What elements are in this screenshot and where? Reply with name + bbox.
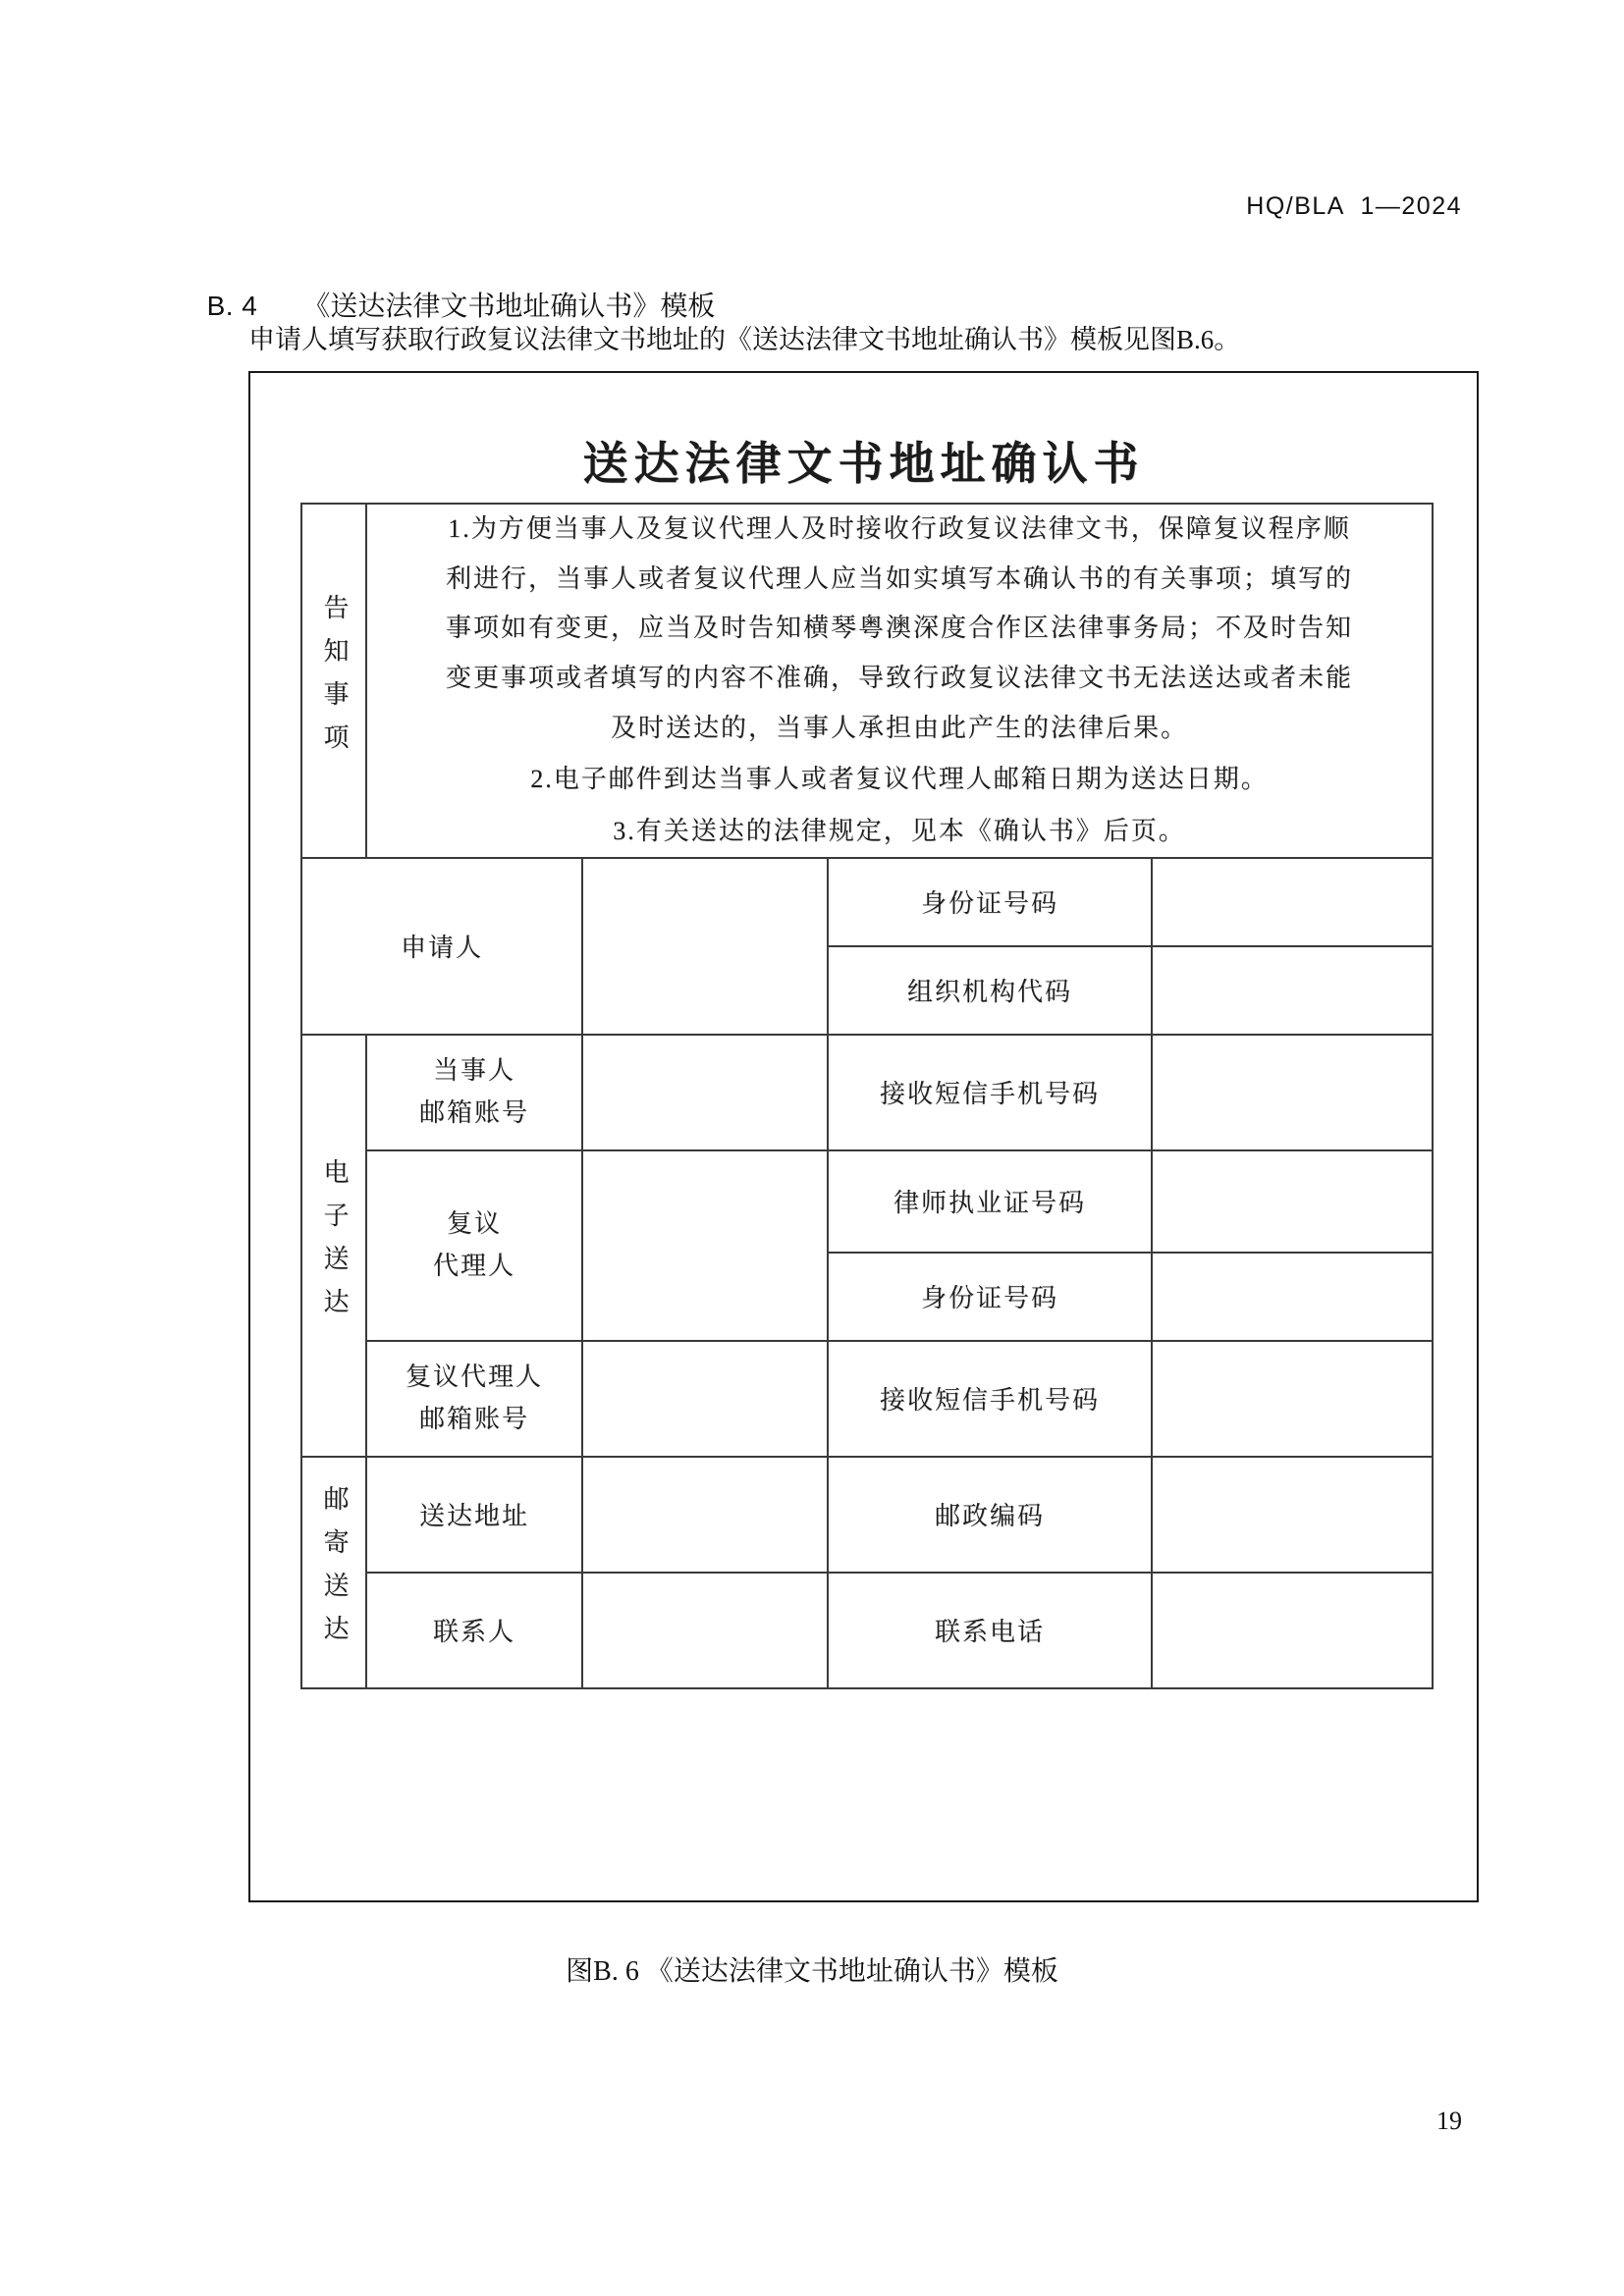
figure-caption: 图B. 6 《送达法律文书地址确认书》模板 bbox=[566, 1956, 1058, 1987]
form-title: 送达法律文书地址确认书 bbox=[582, 439, 1145, 489]
postcode-label-cell bbox=[828, 1457, 1152, 1573]
notice-line-3: 事项如有变更，应当及时告知横琴粤澳深度合作区法律事务局；不及时告知 bbox=[446, 614, 1354, 643]
party-email-input-cell[interactable] bbox=[582, 1035, 828, 1150]
notice-line-5: 及时送达的，当事人承担由此产生的法律后果。 bbox=[611, 713, 1189, 742]
contact-person-label-cell bbox=[366, 1573, 582, 1688]
notice-line-6: 2.电子邮件到达当事人或者复议代理人邮箱日期为送达日期。 bbox=[530, 765, 1269, 794]
agent-email-label-line1: 复议代理人 bbox=[405, 1362, 543, 1391]
contact-phone-label-cell bbox=[828, 1573, 1152, 1688]
notice-line-1: 1.为方便当事人及复议代理人及时接收行政复议法律文书，保障复议程序顺 bbox=[448, 514, 1351, 543]
sms-phone-label-cell bbox=[828, 1035, 1152, 1150]
id-number-label-cell bbox=[828, 858, 1152, 946]
id-number-label: 身份证号码 bbox=[920, 889, 1058, 919]
agent-id-label-cell bbox=[828, 1253, 1152, 1341]
notice-line-2: 利进行，当事人或者复议代理人应当如实填写本确认书的有关事项；填写的 bbox=[446, 563, 1354, 593]
electronic-service-vertical-label-cell bbox=[301, 1035, 366, 1457]
contact-person-label: 联系人 bbox=[432, 1618, 515, 1647]
org-code-label-cell bbox=[828, 946, 1152, 1035]
clause-title: 《送达法律文书地址确认书》模板 bbox=[302, 291, 716, 321]
notice-vertical-label-cell bbox=[301, 504, 366, 858]
party-email-label-line1: 当事人 bbox=[432, 1055, 515, 1085]
address-confirmation-form-table bbox=[300, 503, 1434, 1689]
party-email-label-line2: 邮箱账号 bbox=[418, 1097, 529, 1127]
notice-vertical-label: 告知事项 bbox=[320, 593, 349, 767]
electronic-service-vertical-label: 电子送达 bbox=[320, 1158, 349, 1332]
sms-phone-label: 接收短信手机号码 bbox=[879, 1080, 1100, 1109]
agent-sms-phone-input-cell[interactable] bbox=[1152, 1341, 1433, 1457]
table-row-agent-lawyer-license bbox=[301, 1150, 1433, 1253]
contact-phone-label: 联系电话 bbox=[934, 1618, 1045, 1647]
agent-label-line1: 复议 bbox=[446, 1208, 502, 1238]
contact-person-input-cell[interactable] bbox=[582, 1573, 828, 1688]
postal-service-vertical-label-cell bbox=[301, 1457, 366, 1688]
agent-id-input-cell[interactable] bbox=[1152, 1253, 1433, 1341]
table-row-delivery-address bbox=[301, 1457, 1433, 1573]
agent-name-input-cell[interactable] bbox=[582, 1150, 828, 1341]
delivery-address-label: 送达地址 bbox=[418, 1502, 529, 1531]
notice-text-cell bbox=[366, 504, 1433, 858]
table-row-party-email bbox=[301, 1035, 1433, 1150]
agent-label-cell bbox=[366, 1150, 582, 1341]
contact-phone-input-cell[interactable] bbox=[1152, 1573, 1433, 1688]
lawyer-license-label: 律师执业证号码 bbox=[893, 1189, 1086, 1218]
table-row-agent-email bbox=[301, 1341, 1433, 1457]
intro-paragraph: 申请人填写获取行政复议法律文书地址的《送达法律文书地址确认书》模板见图B.6。 bbox=[248, 325, 1241, 354]
table-row-contact bbox=[301, 1573, 1433, 1688]
table-row-applicant-id bbox=[301, 858, 1433, 946]
agent-email-input-cell[interactable] bbox=[582, 1341, 828, 1457]
clause-heading bbox=[191, 253, 715, 324]
sms-phone-input-cell[interactable] bbox=[1152, 1035, 1433, 1150]
org-code-label: 组织机构代码 bbox=[906, 978, 1072, 1007]
applicant-name-input-cell[interactable] bbox=[582, 858, 828, 1035]
postal-service-vertical-label: 邮寄送达 bbox=[320, 1485, 349, 1659]
agent-label-line2: 代理人 bbox=[432, 1251, 515, 1280]
id-number-input-cell[interactable] bbox=[1152, 858, 1433, 946]
notice-line-7: 3.有关送达的法律规定，见本《确认书》后页。 bbox=[613, 817, 1186, 846]
page-number: 19 bbox=[1436, 2107, 1462, 2135]
agent-sms-phone-label-cell bbox=[828, 1341, 1152, 1457]
agent-id-label: 身份证号码 bbox=[920, 1284, 1058, 1313]
delivery-address-label-cell bbox=[366, 1457, 582, 1573]
postcode-label: 邮政编码 bbox=[934, 1502, 1045, 1531]
standard-code-header: HQ/BLA 1—2024 bbox=[1246, 192, 1462, 220]
party-email-label-cell bbox=[366, 1035, 582, 1150]
table-row-notice bbox=[301, 504, 1433, 858]
notice-line-4: 变更事项或者填写的内容不准确，导致行政复议法律文书无法送达或者未能 bbox=[446, 664, 1354, 693]
postcode-input-cell[interactable] bbox=[1152, 1457, 1433, 1573]
applicant-label-cell bbox=[301, 858, 582, 1035]
delivery-address-input-cell[interactable] bbox=[582, 1457, 828, 1573]
agent-email-label-cell bbox=[366, 1341, 582, 1457]
org-code-input-cell[interactable] bbox=[1152, 946, 1433, 1035]
agent-email-label-line2: 邮箱账号 bbox=[418, 1404, 529, 1433]
lawyer-license-input-cell[interactable] bbox=[1152, 1150, 1433, 1253]
applicant-label: 申请人 bbox=[400, 934, 483, 963]
clause-number: B. 4 bbox=[206, 291, 258, 321]
figure-frame bbox=[248, 371, 1479, 1902]
agent-sms-phone-label: 接收短信手机号码 bbox=[879, 1386, 1100, 1415]
lawyer-license-label-cell bbox=[828, 1150, 1152, 1253]
